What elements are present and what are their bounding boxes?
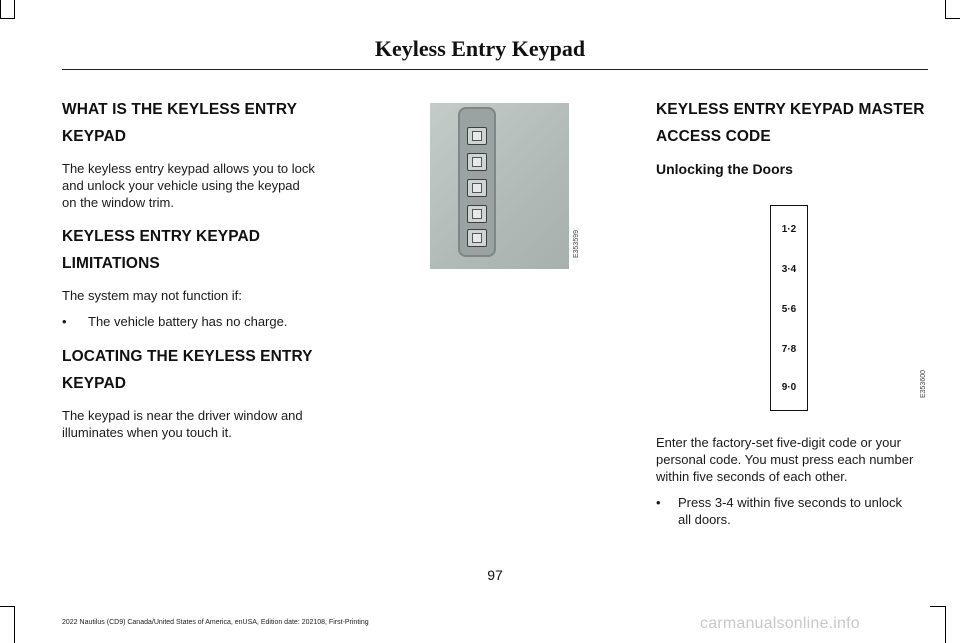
page-number: 97 xyxy=(487,567,503,583)
bullet-unlock-line2: all doors. xyxy=(678,512,731,527)
keypad-key xyxy=(467,179,487,197)
crop-mark xyxy=(945,0,946,18)
crop-mark xyxy=(930,606,945,607)
image-code: E353599 xyxy=(573,230,580,259)
para-enter-line3: within five seconds of each other. xyxy=(656,469,848,484)
para-locating-line2: illuminates when you touch it. xyxy=(62,425,232,440)
heading-limitations-line1: KEYLESS ENTRY KEYPAD xyxy=(62,228,261,245)
para-what-line3: on the window trim. xyxy=(62,195,174,210)
keypad-button-label: 1·2 xyxy=(781,224,797,235)
crop-mark xyxy=(14,0,15,18)
para-what-line1: The keyless entry keypad allows you to lock xyxy=(62,161,315,176)
keypad-photo xyxy=(430,103,569,269)
heading-what-is-line2: KEYPAD xyxy=(62,128,127,145)
heading-master-line1: KEYLESS ENTRY KEYPAD MASTER xyxy=(656,101,925,118)
keypad-button-label: 9·0 xyxy=(781,382,797,393)
heading-what-is-line1: WHAT IS THE KEYLESS ENTRY xyxy=(62,101,298,118)
heading-locating-line2: KEYPAD xyxy=(62,375,127,392)
para-limitations: The system may not function if: xyxy=(62,288,242,303)
footer-edition: 2022 Nautilus (CD9) Canada/United States of America, enUSA, Edition date: 202108, First-Printing xyxy=(62,619,369,626)
keypad-strip xyxy=(458,107,496,257)
crop-mark xyxy=(14,606,15,643)
keypad-key xyxy=(467,229,487,247)
para-what-line2: and unlock your vehicle using the keypad xyxy=(62,178,300,193)
bullet-limitations-text: The vehicle battery has no charge. xyxy=(88,314,288,329)
heading-master-line2: ACCESS CODE xyxy=(656,128,771,145)
page-header-title: Keyless Entry Keypad xyxy=(374,36,586,61)
right-column xyxy=(656,96,936,177)
keypad-key xyxy=(467,127,487,145)
keypad-button-label: 3·4 xyxy=(781,264,797,275)
heading-locating-line1: LOCATING THE KEYLESS ENTRY xyxy=(62,348,313,365)
bullet-unlock xyxy=(656,494,936,528)
heading-limitations-line2: LIMITATIONS xyxy=(62,255,160,272)
crop-mark xyxy=(945,18,960,19)
keypad-button-label: 5·6 xyxy=(781,304,797,315)
bullet-dot: • xyxy=(62,314,67,329)
heading-unlocking-doors: Unlocking the Doors xyxy=(656,161,793,177)
bullet-dot: • xyxy=(656,495,661,510)
crop-mark xyxy=(0,606,15,607)
left-column xyxy=(62,96,352,441)
para-locating-line1: The keypad is near the driver window and xyxy=(62,408,303,423)
header-rule xyxy=(62,69,928,70)
keypad-key xyxy=(467,153,487,171)
keypad-key xyxy=(467,205,487,223)
para-enter-line2: personal code. You must press each number xyxy=(656,452,914,467)
bullet-limitations xyxy=(62,313,352,330)
crop-mark xyxy=(945,606,946,643)
keypad-button-label: 7·8 xyxy=(781,344,797,355)
bullet-unlock-line1: Press 3-4 within five seconds to unlock xyxy=(678,495,902,510)
crop-mark xyxy=(0,18,15,19)
para-enter-line1: Enter the factory-set five-digit code or your xyxy=(656,435,901,450)
watermark: carmanualsonline.info xyxy=(700,615,860,632)
crop-mark xyxy=(0,0,1,18)
right-column-text xyxy=(656,434,936,528)
image-code: E353600 xyxy=(920,370,927,399)
keypad-diagram xyxy=(770,205,808,411)
